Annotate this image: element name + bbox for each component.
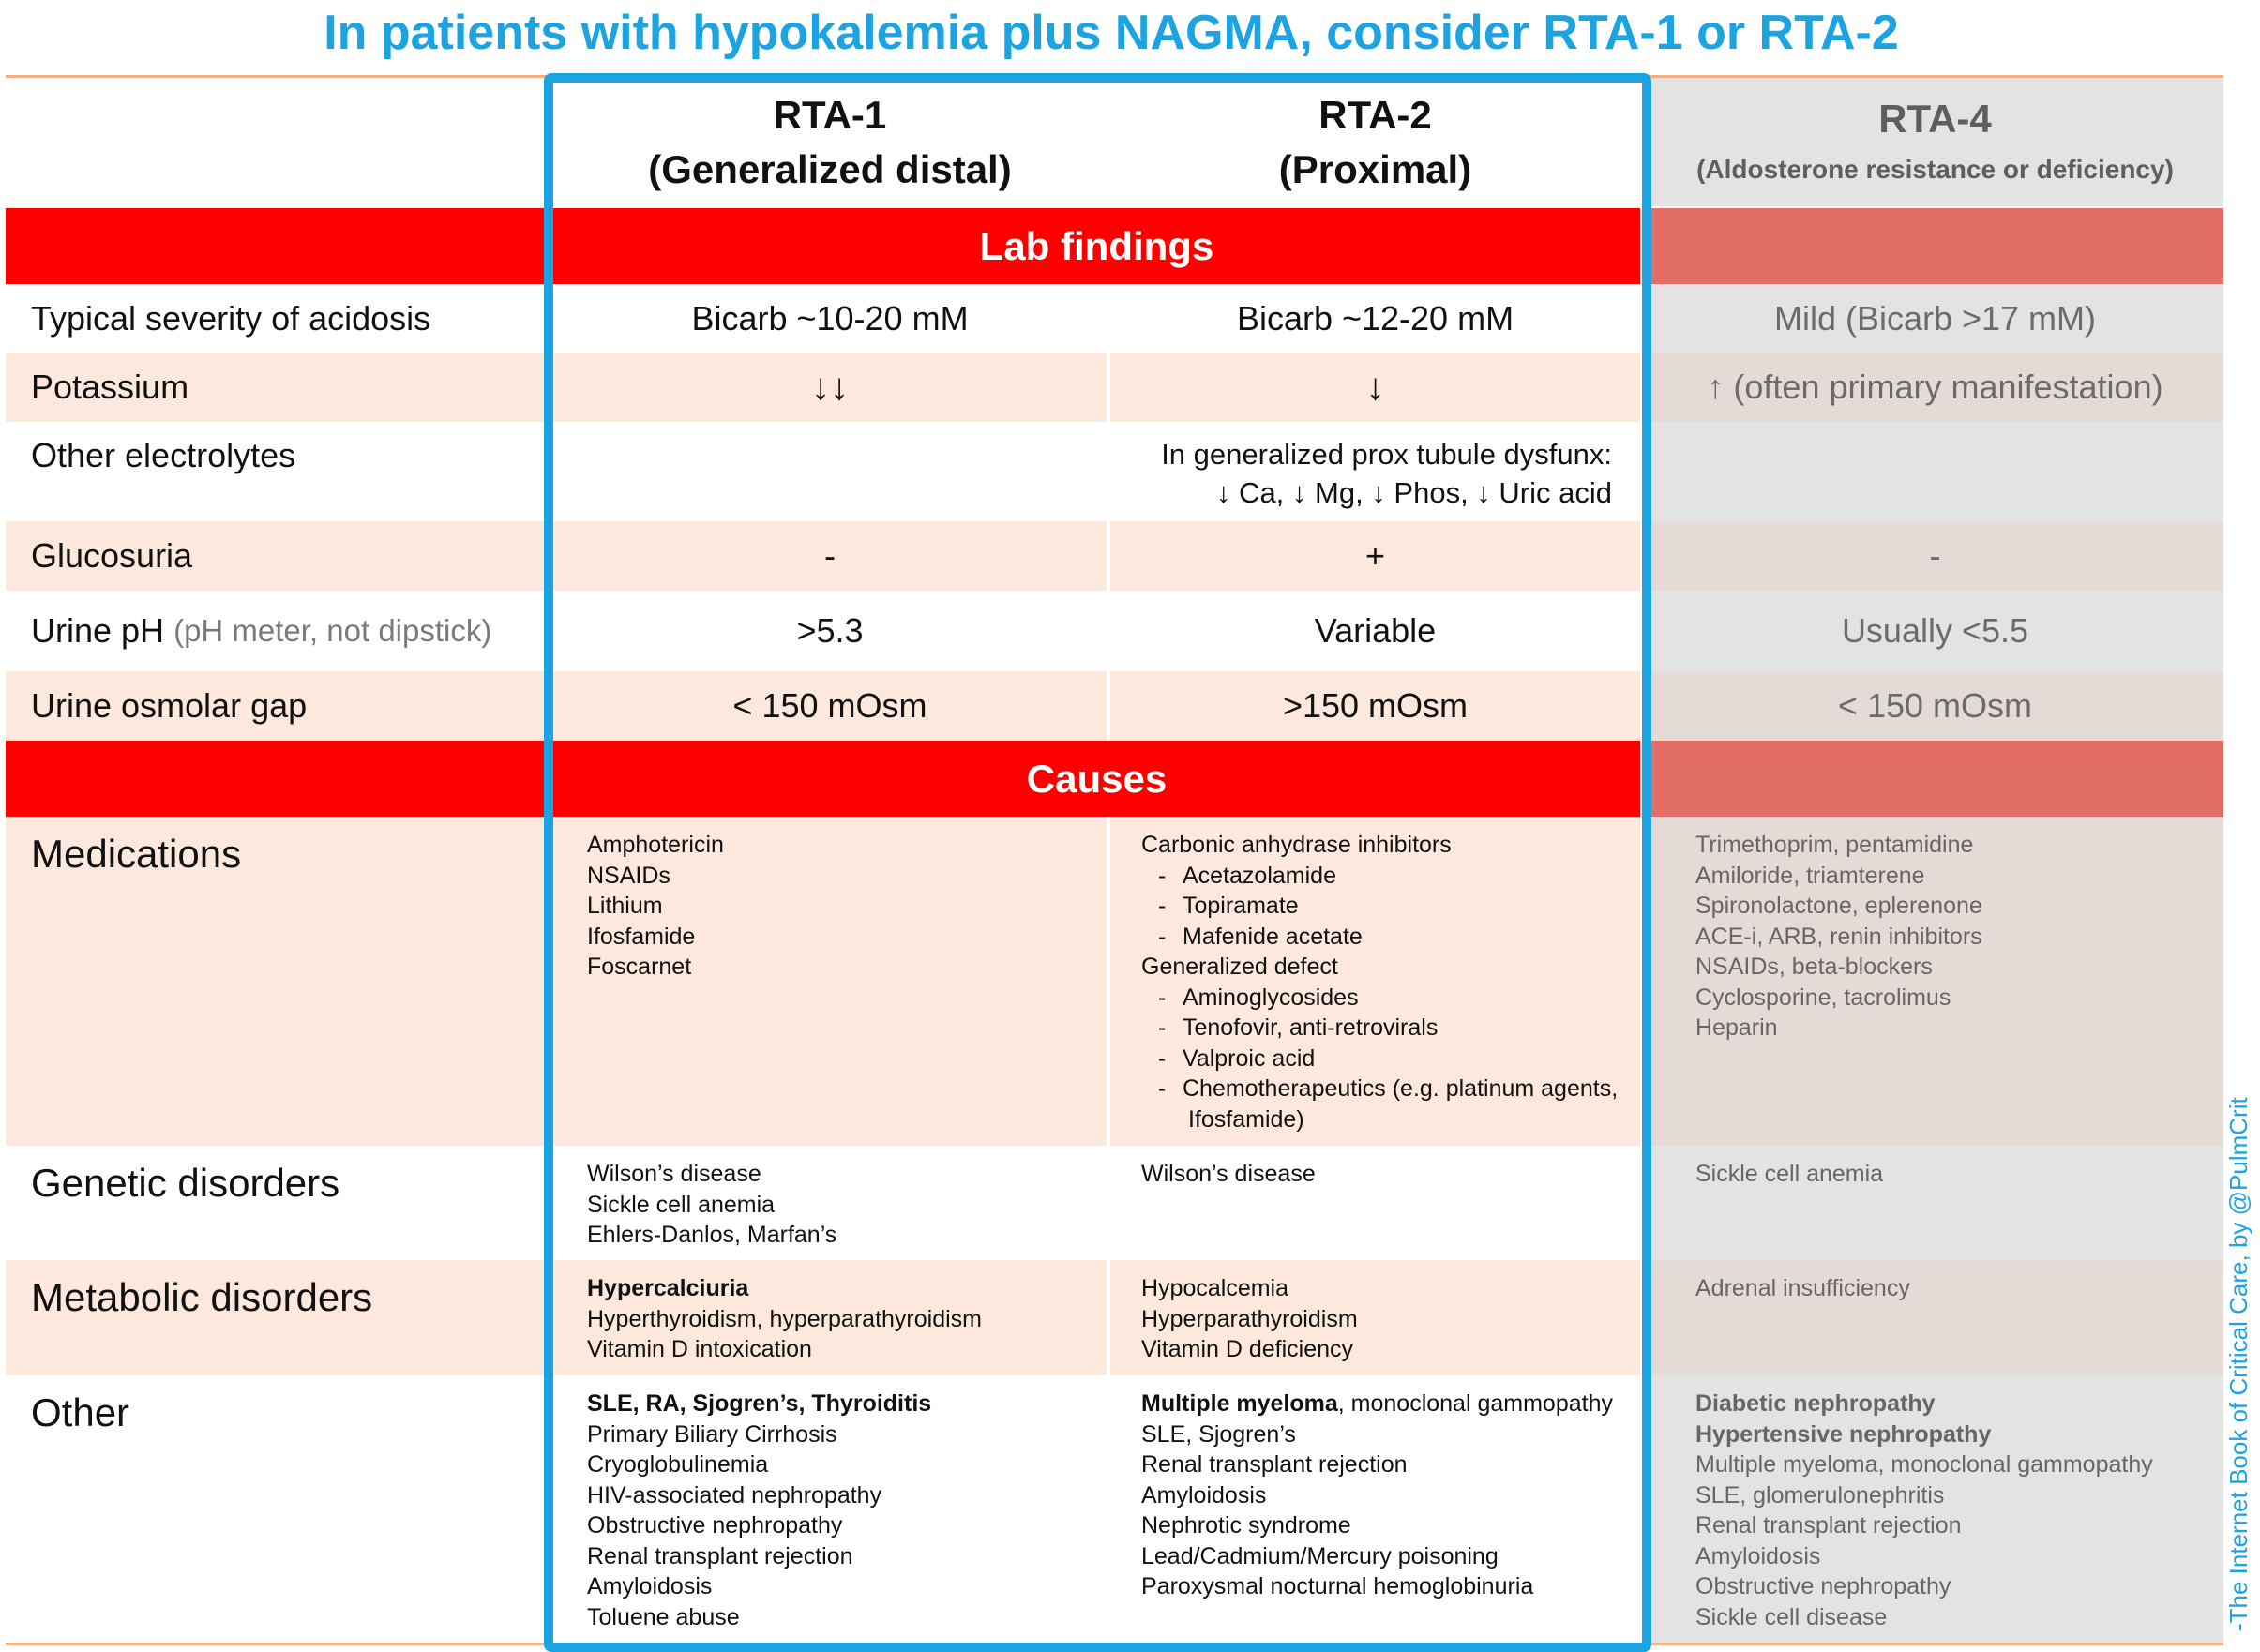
header-rta1-subtitle: (Generalized distal) <box>648 146 1012 191</box>
list-group-header: Generalized defect <box>1141 954 1338 980</box>
rta4-potassium: ↑ (often primary manifestation) <box>1647 353 2223 422</box>
label-urine-ph-text: Urine pH <box>31 611 165 650</box>
label-severity: Typical severity of acidosis <box>31 298 431 338</box>
rta2-urine-ph: Variable <box>1314 611 1437 650</box>
rta4-genetic <box>1647 1146 2223 1260</box>
list-item: HIV-associated nephropathy <box>587 1481 882 1509</box>
list-item: - Mafenide acetate <box>1158 923 1363 950</box>
list-item: Hypercalciuria <box>587 1275 749 1301</box>
list-item: Spironolactone, eplerenone <box>1695 893 1982 919</box>
list-item: Sickle cell disease <box>1695 1603 1888 1630</box>
label-electrolytes: Other electrolytes <box>31 436 296 474</box>
list-item: Sickle cell anemia <box>1695 1161 1884 1187</box>
list-group-header: Carbonic anhydrase inhibitors <box>1141 832 1452 858</box>
list-item: Nephrotic syndrome <box>1141 1512 1351 1539</box>
header-rta2-name: RTA-2 <box>1318 92 1432 137</box>
highlight-box-rta1-rta2 <box>544 73 1651 1652</box>
list-item: - Aminoglycosides <box>1158 984 1359 1011</box>
list-item: Renal transplant rejection <box>587 1542 853 1569</box>
list-item: Lithium <box>587 893 663 919</box>
list-item: Vitamin D intoxication <box>587 1336 812 1362</box>
causes-section-title: Causes <box>1026 756 1168 801</box>
list-item: Ifosfamide <box>587 923 696 950</box>
label-metabolic: Metabolic disorders <box>6 1260 550 1375</box>
list-item: NSAIDs <box>587 862 670 889</box>
list-item: Paroxysmal nocturnal hemoglobinuria <box>1141 1573 1534 1599</box>
list-item: Amiloride, triamterene <box>1695 862 1925 889</box>
list-item: Obstructive nephropathy <box>1695 1573 1951 1599</box>
label-urine-ph <box>6 591 550 671</box>
rta1-urine-ph: >5.3 <box>796 611 864 650</box>
list-item: Multiple myeloma, monoclonal gammopathy <box>1141 1390 1613 1417</box>
list-item: Heparin <box>1695 1014 1778 1041</box>
list-item-continued: Ifosfamide) <box>1188 1105 1304 1133</box>
lab-section-bar-rta4 <box>1647 208 2223 284</box>
list-item: Hyperthyroidism, hyperparathyroidism <box>587 1305 982 1332</box>
rta4-urine-ph: Usually <5.5 <box>1647 591 2223 671</box>
list-item: Toluene abuse <box>587 1603 740 1630</box>
lab-section-title: Lab findings <box>979 223 1214 268</box>
list-item: SLE, Sjogren’s <box>1141 1420 1296 1448</box>
rta2-potassium: ↓ <box>1110 353 1640 422</box>
list-item: SLE, RA, Sjogren’s, Thyroiditis <box>587 1390 932 1417</box>
list-item: Lead/Cadmium/Mercury poisoning <box>1141 1542 1499 1569</box>
rta4-glucosuria: - <box>1647 521 2223 591</box>
header-rta2-subtitle: (Proximal) <box>1278 146 1472 191</box>
list-item: Hypertensive nephropathy <box>1695 1420 1992 1448</box>
list-item: - Topiramate <box>1158 893 1299 919</box>
rta1-glucosuria: - <box>553 521 1107 591</box>
list-item: - Acetazolamide <box>1158 862 1336 889</box>
rta1-severity: Bicarb ~10-20 mM <box>691 298 969 338</box>
rta2-severity: Bicarb ~12-20 mM <box>1236 298 1514 338</box>
label-potassium: Potassium <box>6 353 550 422</box>
list-item: Primary Biliary Cirrhosis <box>587 1420 837 1448</box>
list-item: - Chemotherapeutics (e.g. platinum agents, <box>1158 1075 1619 1102</box>
list-item: Renal transplant rejection <box>1141 1451 1408 1478</box>
rta4-other <box>1647 1375 2223 1643</box>
list-item: Wilson’s disease <box>1141 1161 1316 1187</box>
list-item: Vitamin D deficiency <box>1141 1336 1354 1362</box>
header-rta4-subtitle: (Aldosterone resistance or deficiency) <box>1696 154 2174 184</box>
rta4-medications <box>1647 817 2223 1146</box>
credit-text: -The Internet Book of Critical Care, by @PulmCrit <box>2224 1097 2252 1631</box>
rta2-osmolar-gap: >150 mOsm <box>1110 671 1640 741</box>
list-item: Hypocalcemia <box>1141 1275 1289 1301</box>
list-item: Adrenal insufficiency <box>1695 1275 1910 1301</box>
label-genetic: Genetic disorders <box>31 1161 340 1205</box>
list-item: Amyloidosis <box>587 1573 713 1599</box>
list-item: Hyperparathyroidism <box>1141 1305 1358 1332</box>
label-other: Other <box>31 1390 130 1434</box>
label-osmolar-gap: Urine osmolar gap <box>6 671 550 741</box>
list-item: - Tenofovir, anti-retrovirals <box>1158 1014 1439 1041</box>
rta2-electrolytes-line2: ↓ Ca, ↓ Mg, ↓ Phos, ↓ Uric acid <box>1215 476 1612 509</box>
list-item: Obstructive nephropathy <box>587 1512 843 1539</box>
label-glucosuria: Glucosuria <box>6 521 550 591</box>
label-medications: Medications <box>6 817 550 1146</box>
label-urine-ph-note: (pH meter, not dipstick) <box>173 613 492 648</box>
list-item: - Valproic acid <box>1158 1044 1316 1072</box>
header-rta4 <box>1647 78 2223 206</box>
list-item: Renal transplant rejection <box>1695 1512 1962 1539</box>
list-item: Ehlers-Danlos, Marfan’s <box>587 1222 837 1248</box>
header-rta1-name: RTA-1 <box>773 92 887 137</box>
rta4-metabolic <box>1647 1260 2223 1375</box>
list-item: Foscarnet <box>587 954 692 980</box>
rta4-severity: Mild (Bicarb >17 mM) <box>1647 284 2223 353</box>
list-item: Multiple myeloma, monoclonal gammopathy <box>1695 1451 2153 1478</box>
list-item: Sickle cell anemia <box>587 1191 776 1218</box>
rta1-osmolar-gap: < 150 mOsm <box>553 671 1107 741</box>
list-item: SLE, glomerulonephritis <box>1695 1481 1945 1509</box>
list-item: Amyloidosis <box>1141 1481 1267 1509</box>
list-item: Amphotericin <box>587 832 724 858</box>
rta2-glucosuria: + <box>1110 521 1640 591</box>
list-item: Amyloidosis <box>1695 1542 1821 1569</box>
rta2-electrolytes-line1: In generalized prox tubule dysfunx: <box>1161 438 1612 471</box>
list-item: Trimethoprim, pentamidine <box>1695 832 1974 858</box>
rta1-potassium: ↓↓ <box>553 353 1107 422</box>
header-rta4-name: RTA-4 <box>1878 96 1992 141</box>
page-title: In patients with hypokalemia plus NAGMA, consider RTA-1 or RTA-2 <box>324 6 1899 60</box>
rta4-osmolar-gap: < 150 mOsm <box>1647 671 2223 741</box>
list-item: Cryoglobulinemia <box>587 1451 769 1478</box>
list-item: ACE-i, ARB, renin inhibitors <box>1695 923 1982 950</box>
list-item: Diabetic nephropathy <box>1695 1390 1936 1417</box>
rta4-electrolytes <box>1647 422 2223 521</box>
list-item: NSAIDs, beta-blockers <box>1695 954 1933 980</box>
list-item: Cyclosporine, tacrolimus <box>1695 984 1951 1011</box>
list-item: Wilson’s disease <box>587 1161 761 1187</box>
causes-section-bar-rta4 <box>1647 741 2223 817</box>
